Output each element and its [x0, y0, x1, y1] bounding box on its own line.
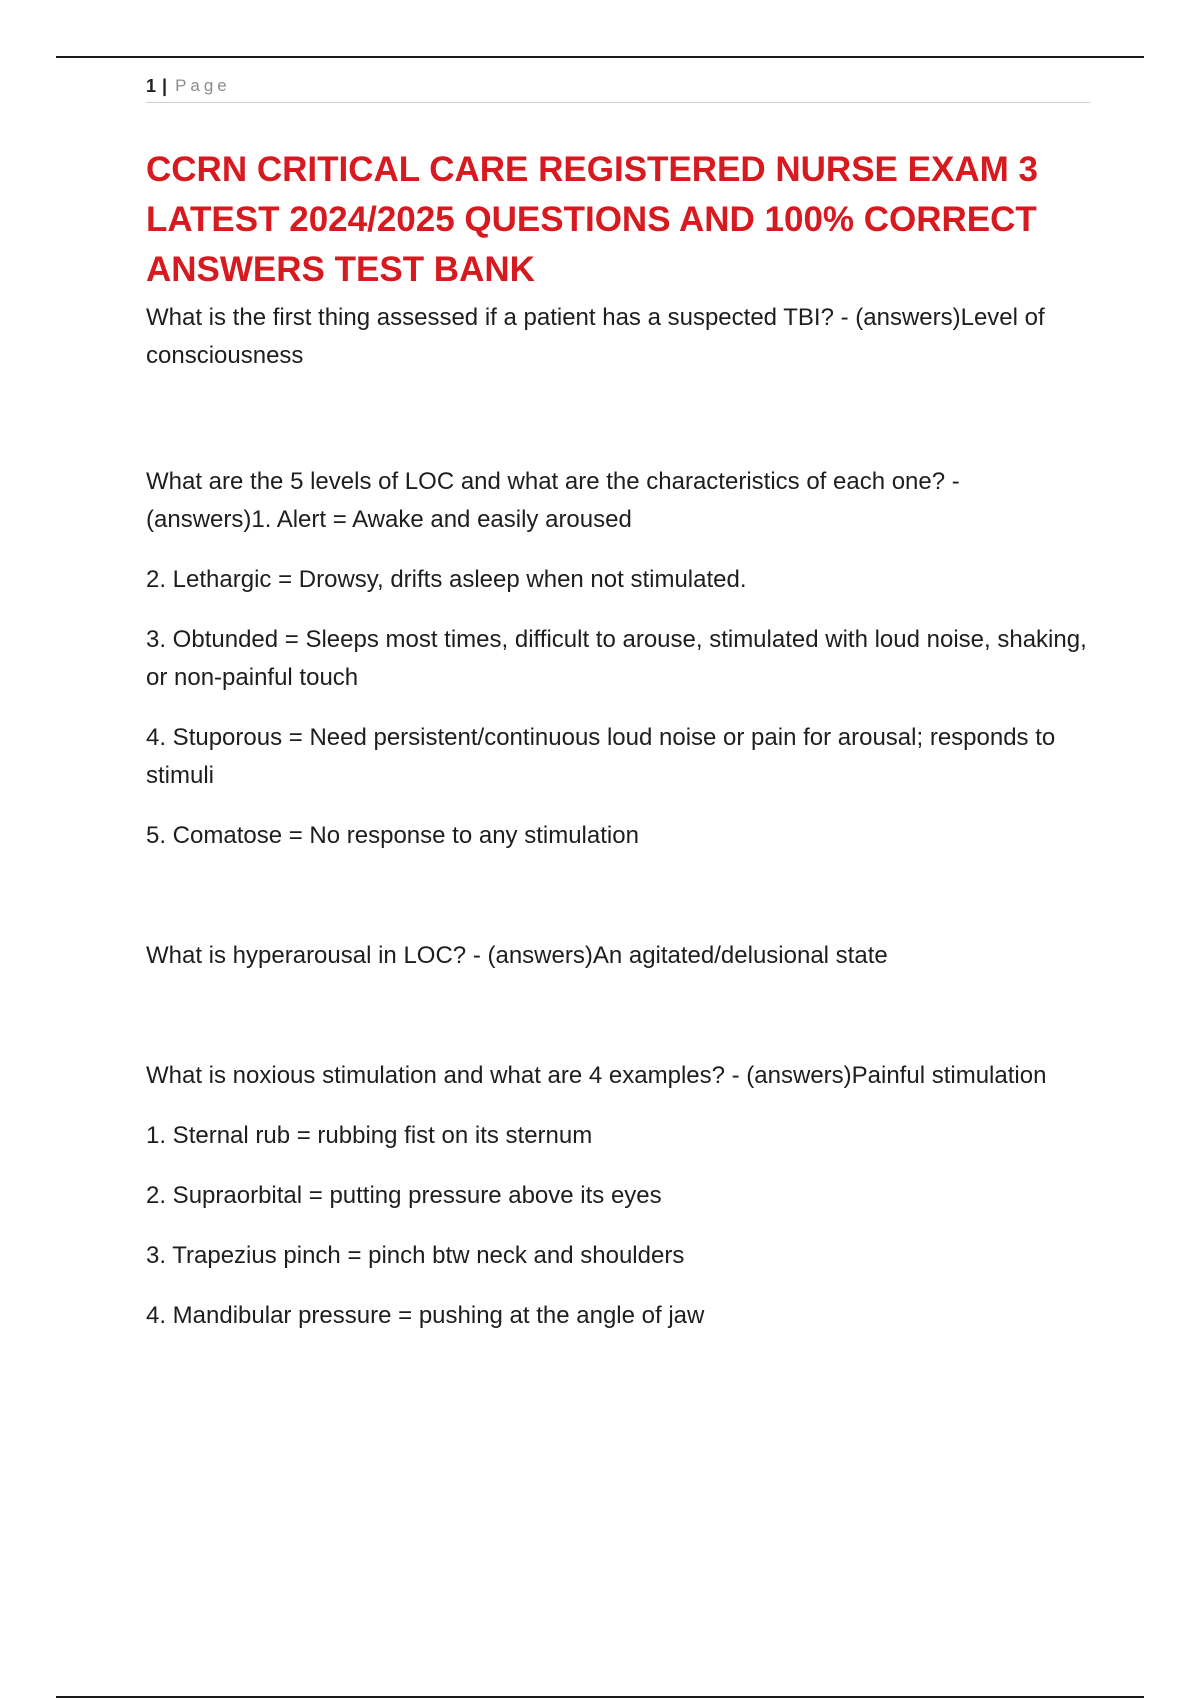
loc-level-stuporous: 4. Stuporous = Need persistent/continuous loud noise or pain for arousal; responds to stimuli — [146, 724, 1056, 789]
loc-level-lethargic: 2. Lethargic = Drowsy, drifts asleep when not stimulated. — [146, 566, 747, 593]
stimulation-supraorbital: 2. Supraorbital = putting pressure above its eyes — [146, 1182, 662, 1209]
question-hyperarousal: What is hyperarousal in LOC? - (answers)An agitated/delusional state — [146, 942, 888, 969]
loc-level-obtunded: 3. Obtunded = Sleeps most times, difficult to arouse, stimulated with loud noise, shaking, or non-painful touch — [146, 626, 1087, 691]
bottom-rule — [56, 1696, 1144, 1698]
question-loc-levels: What are the 5 levels of LOC and what are the characteristics of each one? - (answers)1. Alert = Awake and easily aroused — [146, 468, 960, 533]
stimulation-trapezius-pinch: 3. Trapezius pinch = pinch btw neck and shoulders — [146, 1242, 685, 1269]
question-noxious-stimulation: What is noxious stimulation and what are 4 examples? - (answers)Painful stimulation — [146, 1062, 1047, 1089]
question-tbi-assessment: What is the first thing assessed if a patient has a suspected TBI? - (answers)Level of consciousness — [146, 304, 1045, 369]
stimulation-sternal-rub: 1. Sternal rub = rubbing fist on its sternum — [146, 1122, 593, 1149]
page-number: 1 — [146, 76, 157, 96]
loc-level-comatose: 5. Comatose = No response to any stimulation — [146, 822, 639, 849]
top-rule — [56, 56, 1144, 58]
page-label: Page — [175, 76, 231, 95]
document-title: CCRN CRITICAL CARE REGISTERED NURSE EXAM 3 LATEST 2024/2025 QUESTIONS AND 100% CORRECT ANSWERS TEST BANK — [146, 150, 1038, 289]
page-separator: | — [162, 76, 168, 96]
page-header — [146, 70, 1090, 103]
stimulation-mandibular-pressure: 4. Mandibular pressure = pushing at the angle of jaw — [146, 1302, 705, 1329]
document-page — [146, 70, 1090, 1335]
